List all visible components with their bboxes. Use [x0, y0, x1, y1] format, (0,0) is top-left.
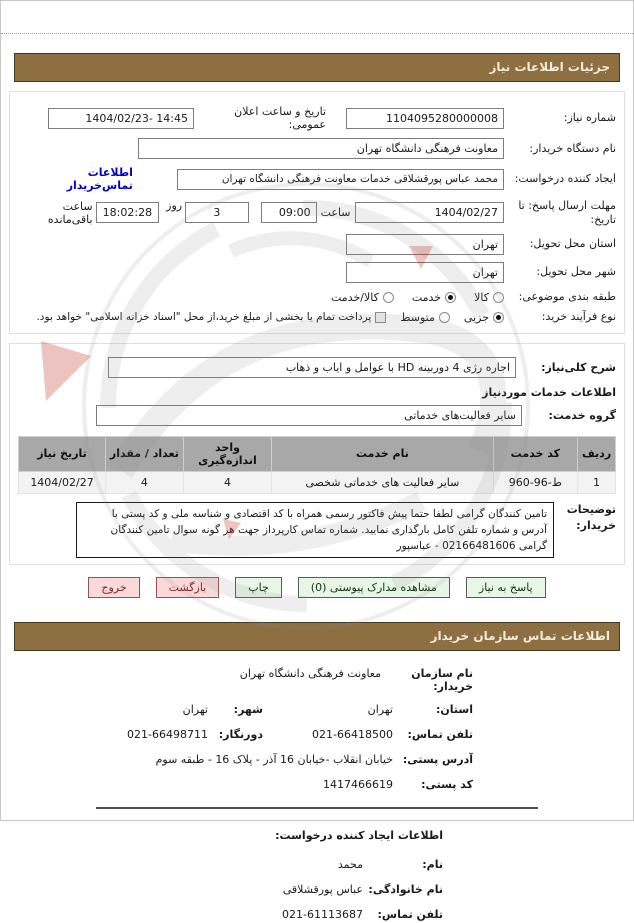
need-number-label: شماره نیاز:: [563, 111, 616, 125]
remaining-time-field: 18:02:28: [96, 202, 160, 223]
deadline-time-field[interactable]: 09:00: [261, 202, 317, 223]
city-row: [18, 262, 616, 283]
contact-postal-label: کد پستی:: [421, 778, 473, 792]
creator-first-name-label: نام:: [422, 858, 443, 872]
radio-minor-icon[interactable]: [493, 312, 504, 323]
process-row: [18, 310, 616, 325]
col-row-number: ردیف: [578, 436, 616, 471]
class-option-service-label: خدمت: [411, 290, 442, 304]
remaining-label: ساعت باقی‌مانده: [47, 199, 93, 226]
contact-fax-label: دورنگار:: [218, 728, 263, 742]
city-field[interactable]: تهران: [346, 262, 504, 283]
deadline-day-label: روز: [166, 199, 183, 212]
contact-org-value: معاونت فرهنگی دانشگاه تهران: [239, 667, 381, 681]
buyer-notes-label: توضیحات خریدار:: [566, 502, 616, 532]
contact-org-row: [61, 667, 473, 693]
cell-quantity: 4: [106, 471, 184, 493]
contact-postal-value: 1417466619: [323, 778, 393, 792]
request-form-panel: [9, 91, 625, 334]
creator-first-name-row: [61, 858, 443, 873]
services-table-body: [19, 471, 616, 493]
buyer-org-row: [18, 138, 616, 159]
print-button[interactable]: چاپ: [235, 577, 282, 598]
class-option-service[interactable]: [412, 291, 456, 304]
creator-last-name-label: نام خانوادگی:: [368, 883, 443, 897]
class-option-goods-label: کالا: [474, 290, 489, 304]
deadline-hour-label: ساعت: [320, 206, 351, 220]
need-number-field[interactable]: 1104095280000008: [346, 108, 504, 129]
cell-service-name: سایر فعالیت های خدماتی شخصی: [272, 471, 493, 493]
services-panel: [9, 343, 625, 566]
col-service-name: نام خدمت: [272, 436, 493, 471]
contact-org-label: نام سازمان خریدار:: [411, 667, 473, 694]
contact-address-label: آدرس پستی:: [402, 753, 473, 767]
contact-province-label: استان:: [436, 703, 473, 717]
creator-first-name-value: محمد: [337, 858, 363, 872]
contact-fax-value: 021-66498711: [127, 728, 208, 742]
details-section-header: جزئیات اطلاعات نیاز: [14, 53, 620, 82]
treasury-checkbox-label: پرداخت تمام یا بخشی از مبلغ خرید،از محل "اسناد خزانه اسلامی" خواهد بود.: [36, 311, 372, 323]
contact-phone-row: [61, 728, 473, 743]
buyer-notes-box: تامین کنندگان گرامی لطفا حتما پیش فاکتور رسمی همراه با کد اقتصادی و شناسه ملی و کد پستی با آدرس و شماره تلفن کامل بارگذاری نمایید. شماره تماس کارپرداز جهت هر گونه سوال تامین کنندگان گرامی 02166481606 - عباسپور: [76, 502, 554, 559]
creator-phone-row: [61, 908, 443, 923]
deadline-row: [18, 199, 616, 227]
class-option-goods-service-label: کالا/خدمت: [331, 290, 379, 304]
creator-field[interactable]: محمد عباس پورقشلاقی خدمات معاونت فرهنگی دانشگاه تهران: [177, 169, 504, 190]
announce-datetime-field[interactable]: 1404/02/23- 14:45: [48, 108, 194, 129]
cell-unit: 4: [183, 471, 272, 493]
print-header-strip: [1, 1, 633, 34]
section-divider: [96, 807, 538, 809]
contact-block: [61, 667, 473, 793]
contact-phone-label: تلفن تماس:: [407, 728, 473, 742]
contact-section-header: اطلاعات تماس سازمان خریدار: [14, 622, 620, 651]
need-desc-field[interactable]: اجاره رژی 4 دوربینه HD با عوامل و ایاب و ذهاب: [108, 357, 516, 378]
creator-row: [18, 166, 616, 192]
deadline-date-field[interactable]: 1404/02/27: [355, 202, 504, 223]
process-label: نوع فرآیند خرید:: [541, 310, 616, 324]
services-heading: اطلاعات خدمات موردنیاز: [482, 385, 616, 399]
process-option-minor[interactable]: [464, 311, 504, 324]
radio-goods-icon[interactable]: [493, 292, 504, 303]
class-option-goods-service[interactable]: [331, 291, 394, 304]
province-field[interactable]: تهران: [346, 234, 504, 255]
contact-province-value: تهران: [367, 703, 393, 717]
table-row[interactable]: [19, 471, 616, 493]
service-group-label: گروه خدمت:: [548, 408, 616, 422]
radio-medium-icon[interactable]: [439, 312, 450, 323]
contact-postal-row: [61, 778, 473, 793]
buyer-contact-link[interactable]: اطلاعات تماس‌خریدار: [66, 166, 133, 192]
creator-info-heading: اطلاعات ایجاد کننده درخواست:: [275, 829, 443, 843]
contact-city-value: تهران: [182, 703, 208, 717]
cell-need-date: 1404/02/27: [19, 471, 106, 493]
process-option-minor-label: جزیی: [463, 310, 489, 324]
creator-last-name-value: عباس پورقشلاقی: [282, 883, 363, 897]
radio-goods-service-icon[interactable]: [383, 292, 394, 303]
services-table: [18, 436, 616, 494]
back-button[interactable]: بازگشت: [156, 577, 220, 598]
buyer-org-label: نام دستگاه خریدار:: [529, 141, 616, 155]
contact-address-row: [61, 753, 473, 768]
services-table-header-row: [19, 436, 616, 471]
province-label: استان محل تحویل:: [529, 237, 616, 251]
service-group-row: [18, 405, 616, 426]
creator-phone-label: تلفن تماس:: [377, 908, 443, 922]
buyer-notes-row: [18, 502, 616, 559]
creator-phone-value: 021-61113687: [282, 908, 363, 922]
col-service-code: کد خدمت: [493, 436, 578, 471]
need-desc-row: [18, 357, 616, 378]
contact-province-row: [61, 703, 473, 718]
province-row: [18, 234, 616, 255]
process-option-medium-label: متوسط: [400, 310, 435, 324]
city-label: شهر محل تحویل:: [536, 265, 616, 279]
col-unit: واحد اندازه‌گیری: [183, 436, 272, 471]
buyer-org-field[interactable]: معاونت فرهنگی دانشگاه تهران: [138, 138, 504, 159]
attachments-button[interactable]: مشاهده مدارک پیوستی (0): [298, 577, 450, 598]
creator-label: ایجاد کننده درخواست:: [514, 172, 616, 186]
classification-row: [18, 290, 616, 305]
service-group-field[interactable]: سایر فعالیت‌های خدماتی: [96, 405, 522, 426]
services-table-head: [19, 436, 616, 471]
contact-phone-value: 021-66418500: [312, 728, 393, 742]
need-number-row: [18, 105, 616, 131]
creator-last-name-row: [61, 883, 443, 898]
col-need-date: تاریخ نیاز: [19, 436, 106, 471]
need-desc-label: شرح کلی‌نیاز:: [541, 360, 616, 374]
process-option-medium[interactable]: [400, 311, 450, 324]
contact-city-label: شهر:: [233, 703, 263, 717]
announce-label: تاریخ و ساعت اعلان عمومی:: [234, 105, 326, 131]
deadline-label: مهلت ارسال پاسخ: تا تاریخ:: [518, 199, 616, 226]
treasury-checkbox-icon[interactable]: [375, 312, 386, 323]
creator-info-block: [61, 829, 443, 923]
exit-button[interactable]: خروج: [88, 577, 139, 598]
cell-row-number: 1: [578, 471, 616, 493]
contact-address-value: خیابان انقلاب -خیابان 16 آذر - پلاک 16 - طبقه سوم: [155, 753, 393, 767]
class-option-goods[interactable]: [474, 291, 504, 304]
treasury-checkbox-option[interactable]: [36, 311, 386, 323]
respond-button[interactable]: پاسخ به نیاز: [466, 577, 546, 598]
col-quantity: تعداد / مقدار: [106, 436, 184, 471]
action-buttons-row: [1, 577, 633, 598]
radio-service-icon[interactable]: [445, 292, 456, 303]
cell-service-code: ط-96-960: [493, 471, 578, 493]
deadline-days-field[interactable]: 3: [185, 202, 249, 223]
classification-label: طبقه بندی موضوعی:: [518, 290, 616, 304]
